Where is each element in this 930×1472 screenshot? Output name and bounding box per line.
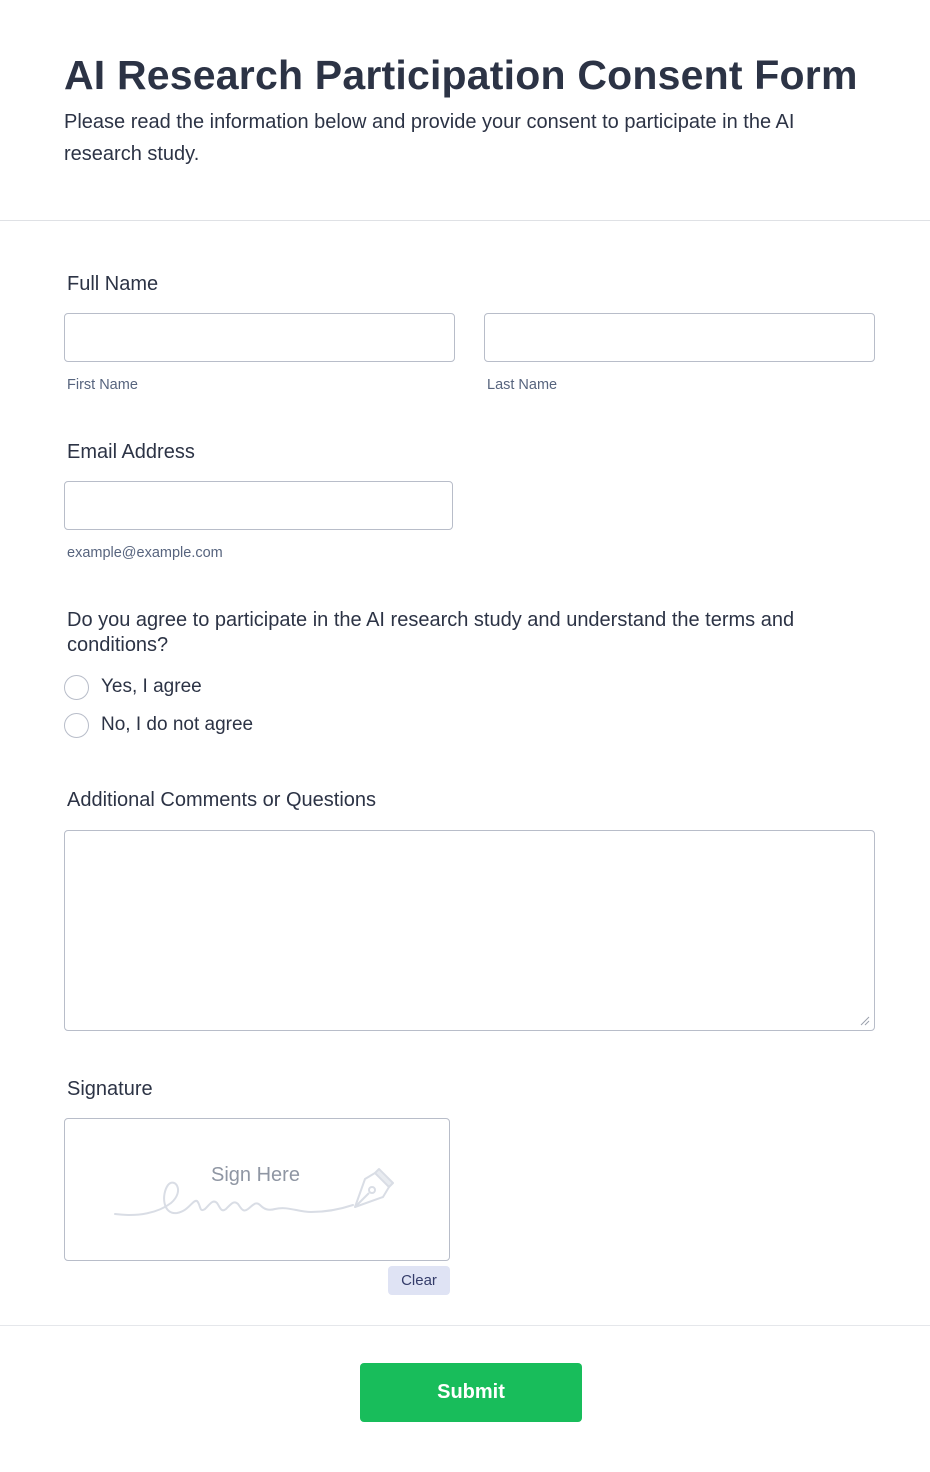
form-subtitle: Please read the information below and provide your consent to participate in the AI research study.: [64, 111, 795, 165]
email-input[interactable]: [64, 481, 453, 530]
submit-button[interactable]: Submit: [360, 1363, 582, 1422]
last-name-sublabel: Last Name: [487, 377, 558, 393]
email-label: Email Address: [67, 441, 195, 463]
radio-option-yes[interactable]: [64, 674, 202, 700]
footer-divider: [0, 1325, 930, 1326]
radio-button-no[interactable]: [64, 713, 89, 738]
signature-hint: Sign Here: [211, 1164, 300, 1186]
full-name-label: Full Name: [67, 273, 159, 295]
resize-handle-icon[interactable]: [858, 1014, 870, 1026]
first-name-input[interactable]: [64, 313, 455, 362]
radio-label-no: No, I do not agree: [101, 714, 254, 735]
radio-option-no[interactable]: [64, 712, 253, 738]
consent-question: Do you agree to participate in the AI research study and understand the terms and conditions?: [67, 609, 795, 656]
last-name-input[interactable]: [484, 313, 875, 362]
radio-button-yes[interactable]: [64, 675, 89, 700]
email-sublabel: example@example.com: [67, 545, 223, 561]
form-title: AI Research Participation Consent Form: [64, 52, 858, 98]
signature-label: Signature: [67, 1078, 153, 1100]
radio-label-yes: Yes, I agree: [101, 676, 202, 697]
comments-label: Additional Comments or Questions: [67, 789, 377, 811]
comments-textarea[interactable]: [64, 830, 875, 1031]
signature-pad[interactable]: [64, 1118, 450, 1261]
clear-signature-button[interactable]: Clear: [388, 1266, 450, 1295]
form-header: [0, 0, 930, 221]
first-name-sublabel: First Name: [67, 377, 138, 393]
